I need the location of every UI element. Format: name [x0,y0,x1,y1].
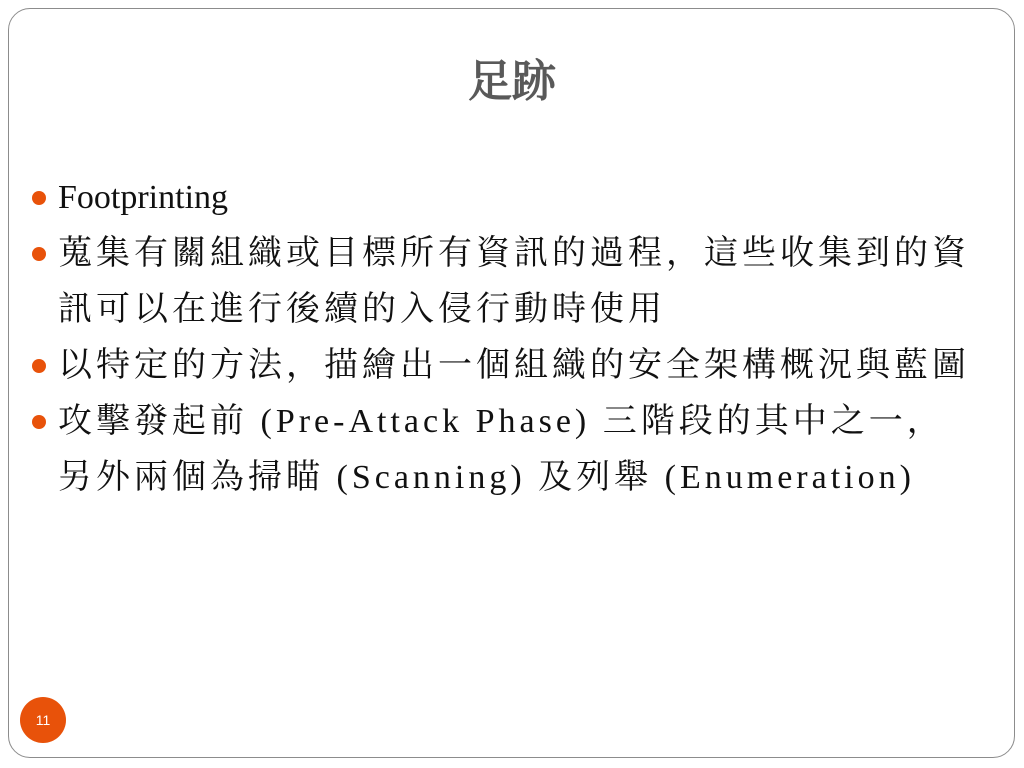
bullet-dot-icon [32,415,46,429]
bullet-item [30,394,980,506]
bullet-dot-icon [32,191,46,205]
bullet-item [30,226,980,338]
page-number-badge: 11 [20,697,66,743]
bullet-item [30,338,980,394]
bullet-dot-icon [32,359,46,373]
slide-title: 足跡 [468,56,556,107]
bullet-item [30,170,980,226]
bullet-list [30,170,980,506]
bullet-text: 蒐集有關組織或目標所有資訊的過程，這些收集到的資訊可以在進行後續的入侵行動時使用 [58,235,970,328]
bullet-text: Footprinting [58,179,229,216]
bullet-dot-icon [32,247,46,261]
bullet-text: 以特定的方法，描繪出一個組織的安全架構概況與藍圖 [58,347,970,384]
bullet-text: 攻擊發起前 (Pre-Attack Phase) 三階段的其中之一，另外兩個為掃瞄 (Scanning) 及列舉 (Enumeration) [58,403,945,496]
